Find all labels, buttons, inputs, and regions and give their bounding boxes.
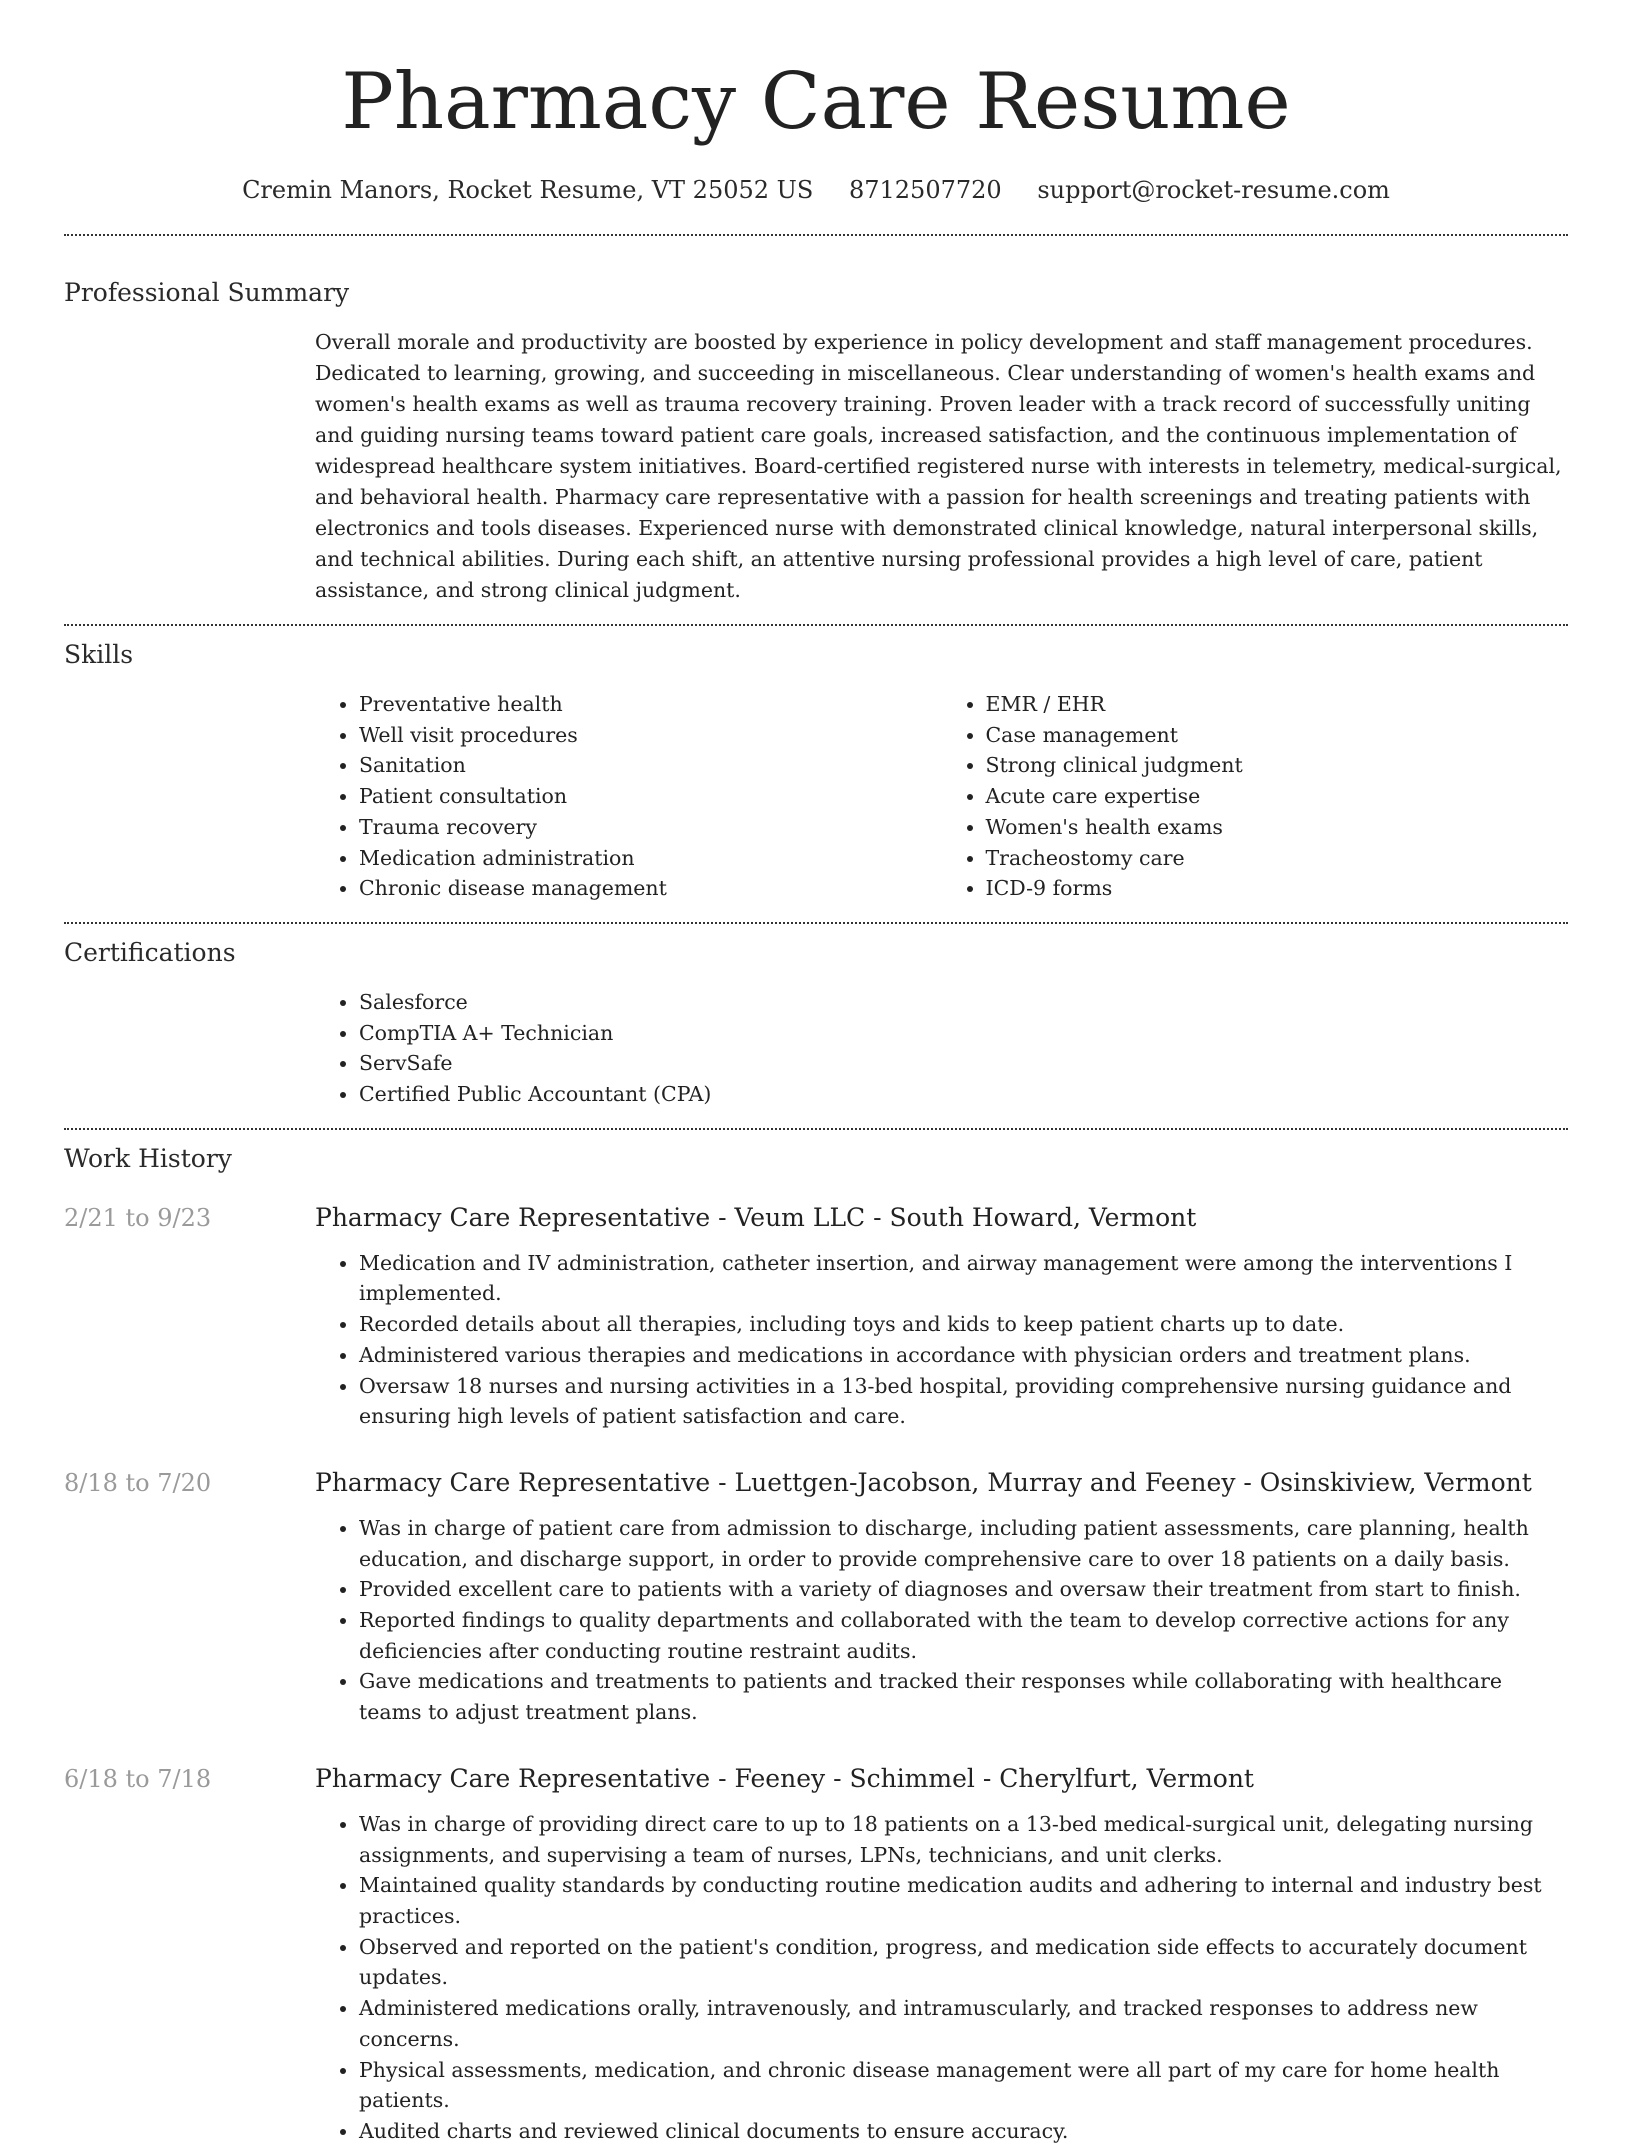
skills-heading: Skills: [64, 640, 134, 669]
job-bullets-wrap: [315, 1513, 1568, 1728]
job-dates: 6/18 to 7/18: [64, 1764, 212, 1793]
job-bullets: [315, 1809, 1568, 2147]
skill-item: • Chronic disease management: [359, 873, 942, 904]
skill-item: • Preventative health: [359, 689, 942, 720]
contact-address: Cremin Manors, Rocket Resume, VT 25052 US: [242, 176, 814, 204]
job-bullet: • Oversaw 18 nurses and nursing activities in a 13-bed hospital, providing comprehensive nursing guidance and ensuring high levels of patient satisfaction and care.: [359, 1371, 1568, 1432]
job-bullet: • Was in charge of providing direct care to up to 18 patients on a 13-bed medical-surgical unit, delegating nursing assignments, and supervising a team of nurses, LPNs, technicians, and unit clerks.: [359, 1809, 1568, 1870]
job-bullets-wrap: [315, 1809, 1568, 2147]
skill-item: • EMR / EHR: [986, 689, 1569, 720]
skill-item: • ICD-9 forms: [986, 873, 1569, 904]
contact-phone: 8712507720: [848, 176, 1002, 204]
certification-item: • ServSafe: [359, 1048, 1568, 1079]
job-bullet: • Administered various therapies and medications in accordance with physician orders and treatment plans.: [359, 1340, 1568, 1371]
skill-item: • Tracheostomy care: [986, 843, 1569, 874]
job-bullet: • Was in charge of patient care from admission to discharge, including patient assessments, care planning, health education, and discharge support, in order to provide comprehensive care to over 18 patients on a daily basis.: [359, 1513, 1568, 1574]
job-dates: 8/18 to 7/20: [64, 1468, 212, 1497]
skills-list-right: [942, 689, 1569, 904]
summary-heading: Professional Summary: [64, 278, 350, 307]
job-title: Pharmacy Care Representative - Veum LLC - South Howard, Vermont: [315, 1202, 1197, 1232]
certification-item: • Certified Public Accountant (CPA): [359, 1079, 1568, 1110]
job-bullet: • Physical assessments, medication, and chronic disease management were all part of my care for home health patients.: [359, 2055, 1568, 2116]
job-bullet: • Medication and IV administration, catheter insertion, and airway management were among the interventions I implemented.: [359, 1248, 1568, 1309]
job-entry: [64, 1466, 1568, 1728]
certifications-heading: Certifications: [64, 937, 236, 967]
job-title: Pharmacy Care Representative - Feeney - Schimmel - Cherylfurt, Vermont: [315, 1763, 1254, 1793]
skills-grid: [315, 689, 1568, 904]
skill-item: • Acute care expertise: [986, 781, 1569, 812]
skills-divider: [64, 922, 1568, 924]
resume-page: [64, 0, 1568, 2147]
skill-item: • Patient consultation: [359, 781, 942, 812]
job-bullet: • Recorded details about all therapies, including toys and kids to keep patient charts up to date.: [359, 1309, 1568, 1340]
job-bullet: • Reported findings to quality departments and collaborated with the team to develop corrective actions for any deficiencies after conducting routine restraint audits.: [359, 1605, 1568, 1666]
skill-item: • Well visit procedures: [359, 720, 942, 751]
work-history-heading: Work History: [64, 1143, 232, 1173]
certification-item: • Salesforce: [359, 987, 1568, 1018]
certification-item: • CompTIA A+ Technician: [359, 1018, 1568, 1049]
job-bullet: • Observed and reported on the patient's condition, progress, and medication side effects to accurately document updates.: [359, 1932, 1568, 1993]
skill-item: • Medication administration: [359, 843, 942, 874]
job-bullet: • Gave medications and treatments to patients and tracked their responses while collaborating with healthcare teams to adjust treatment plans.: [359, 1666, 1568, 1727]
certifications-body: [315, 987, 1568, 1110]
resume-title: Pharmacy Care Resume: [341, 57, 1291, 147]
job-bullet: • Maintained quality standards by conducting routine medication audits and adhering to internal and industry best practices.: [359, 1870, 1568, 1931]
job-bullet: • Audited charts and reviewed clinical documents to ensure accuracy.: [359, 2116, 1568, 2147]
summary-body: [315, 327, 1568, 606]
certifications-list: [315, 987, 1568, 1110]
job-bullet: • Provided excellent care to patients with a variety of diagnoses and oversaw their treatment from start to finish.: [359, 1574, 1568, 1605]
certifications-divider: [64, 1128, 1568, 1130]
summary-text: Overall morale and productivity are boosted by experience in policy development and staff management procedures. Dedicated to learning, growing, and succeeding in miscellaneous. Clear understanding of women's health exams and women's health exams as well as trauma recovery training. Proven leader with a track record of successfully uniting and guiding nursing teams toward patient care goals, increased satisfaction, and the continuous implementation of widespread healthcare system initiatives. Board-certified registered nurse with interests in telemetry, medical-surgical, and behavioral health. Pharmacy care representative with a passion for health screenings and treating patients with electronics and tools diseases. Experienced nurse with demonstrated clinical knowledge, natural interpersonal skills, and technical abilities. During each shift, an attentive nursing professional provides a high level of care, patient assistance, and strong clinical judgment.: [315, 330, 1562, 602]
job-bullets-wrap: [315, 1248, 1568, 1432]
job-title: Pharmacy Care Representative - Luettgen-Jacobson, Murray and Feeney - Osinskiview, Vermont: [315, 1467, 1532, 1497]
skill-item: • Women's health exams: [986, 812, 1569, 843]
job-entry: [64, 1762, 1568, 2147]
job-entry: [64, 1201, 1568, 1432]
header-divider: [64, 234, 1568, 236]
job-bullet: • Administered medications orally, intravenously, and intramuscularly, and tracked responses to address new concerns.: [359, 1993, 1568, 2054]
skill-item: • Case management: [986, 720, 1569, 751]
skill-item: • Sanitation: [359, 750, 942, 781]
summary-divider: [64, 624, 1568, 626]
skill-item: • Trauma recovery: [359, 812, 942, 843]
job-dates: 2/21 to 9/23: [64, 1203, 212, 1232]
skill-item: • Strong clinical judgment: [986, 750, 1569, 781]
skills-list-left: [315, 689, 942, 904]
contact-email: support@rocket-resume.com: [1037, 176, 1390, 204]
contact-line: [64, 174, 1568, 206]
job-bullets: [315, 1513, 1568, 1728]
job-bullets: [315, 1248, 1568, 1432]
